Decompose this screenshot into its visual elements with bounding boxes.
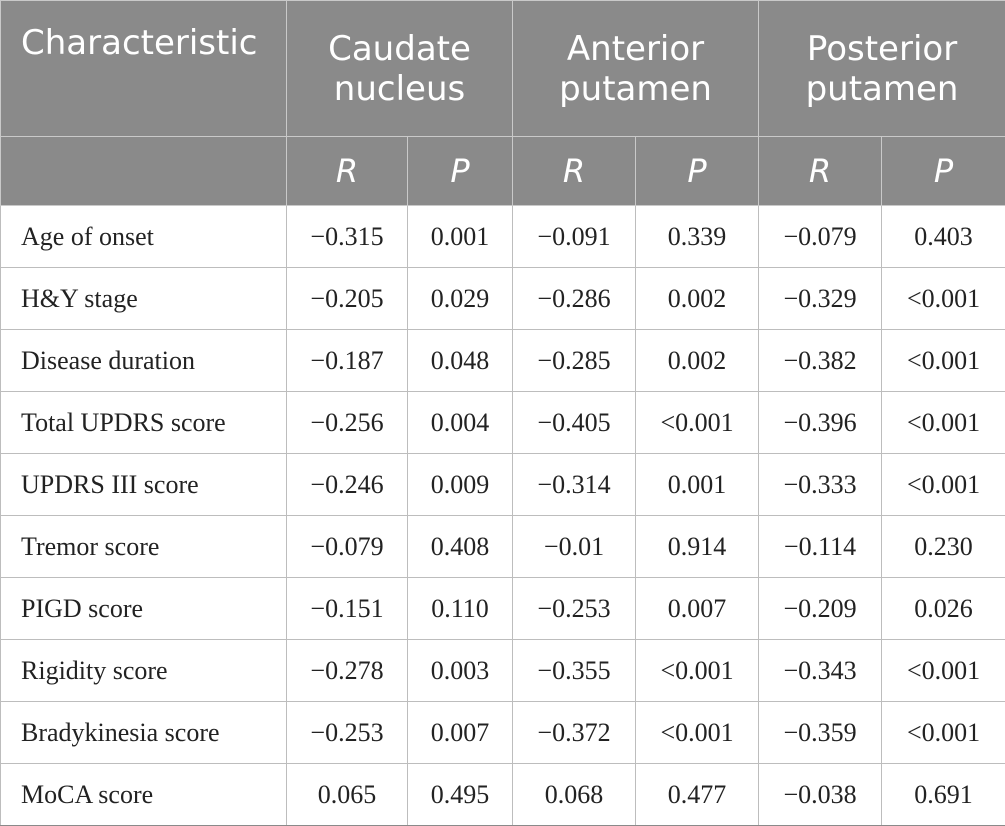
p-value-cell: 0.001 — [636, 454, 759, 516]
p-value-cell: 0.403 — [882, 206, 1005, 268]
p-value-cell: 0.029 — [408, 268, 513, 330]
table-row — [1, 392, 1005, 454]
header-row-groups — [1, 1, 1005, 137]
r-value-cell: −0.405 — [513, 392, 636, 454]
p-value-cell: 0.408 — [408, 516, 513, 578]
header-blank-cell — [1, 137, 287, 206]
r-value-cell: −0.256 — [287, 392, 408, 454]
header-group-line: putamen — [559, 69, 712, 109]
r-value-cell: −0.278 — [287, 640, 408, 702]
row-label: Tremor score — [1, 516, 287, 578]
p-value-cell: 0.026 — [882, 578, 1005, 640]
row-label: Total UPDRS score — [1, 392, 287, 454]
r-value-cell: −0.253 — [287, 702, 408, 764]
r-value-cell: 0.068 — [513, 764, 636, 826]
p-value-cell: 0.691 — [882, 764, 1005, 826]
r-value-cell: −0.382 — [759, 330, 882, 392]
r-value-cell: −0.253 — [513, 578, 636, 640]
p-value-cell: 0.048 — [408, 330, 513, 392]
table-row — [1, 206, 1005, 268]
header-p: P — [636, 137, 759, 206]
r-value-cell: −0.329 — [759, 268, 882, 330]
table-row — [1, 764, 1005, 826]
p-value-cell: 0.009 — [408, 454, 513, 516]
p-value-cell: <0.001 — [882, 702, 1005, 764]
p-value-cell: <0.001 — [636, 702, 759, 764]
header-group-posterior-putamen — [759, 1, 1005, 137]
r-value-cell: −0.246 — [287, 454, 408, 516]
r-value-cell: 0.065 — [287, 764, 408, 826]
p-value-cell: 0.495 — [408, 764, 513, 826]
table-row — [1, 330, 1005, 392]
p-value-cell: 0.001 — [408, 206, 513, 268]
r-value-cell: −0.359 — [759, 702, 882, 764]
header-characteristic: Characteristic — [1, 1, 287, 137]
r-value-cell: −0.315 — [287, 206, 408, 268]
row-label: Bradykinesia score — [1, 702, 287, 764]
row-label: H&Y stage — [1, 268, 287, 330]
row-label: Rigidity score — [1, 640, 287, 702]
p-value-cell: 0.004 — [408, 392, 513, 454]
r-value-cell: −0.396 — [759, 392, 882, 454]
header-group-line: Posterior — [807, 29, 957, 69]
header-p: P — [408, 137, 513, 206]
table-row — [1, 578, 1005, 640]
row-label: PIGD score — [1, 578, 287, 640]
p-value-cell: 0.003 — [408, 640, 513, 702]
table-row — [1, 702, 1005, 764]
r-value-cell: −0.209 — [759, 578, 882, 640]
header-p: P — [882, 137, 1005, 206]
row-label: Disease duration — [1, 330, 287, 392]
row-label: Age of onset — [1, 206, 287, 268]
r-value-cell: −0.079 — [759, 206, 882, 268]
r-value-cell: −0.314 — [513, 454, 636, 516]
header-row-stats — [1, 137, 1005, 206]
p-value-cell: <0.001 — [882, 392, 1005, 454]
p-value-cell: 0.110 — [408, 578, 513, 640]
p-value-cell: <0.001 — [882, 640, 1005, 702]
p-value-cell: 0.914 — [636, 516, 759, 578]
r-value-cell: −0.038 — [759, 764, 882, 826]
header-group-anterior-putamen — [513, 1, 759, 137]
p-value-cell: <0.001 — [882, 454, 1005, 516]
r-value-cell: −0.355 — [513, 640, 636, 702]
r-value-cell: −0.372 — [513, 702, 636, 764]
r-value-cell: −0.333 — [759, 454, 882, 516]
p-value-cell: <0.001 — [882, 268, 1005, 330]
row-label: MoCA score — [1, 764, 287, 826]
p-value-cell: 0.002 — [636, 268, 759, 330]
table-row — [1, 516, 1005, 578]
p-value-cell: 0.339 — [636, 206, 759, 268]
p-value-cell: 0.007 — [636, 578, 759, 640]
p-value-cell: 0.230 — [882, 516, 1005, 578]
r-value-cell: −0.343 — [759, 640, 882, 702]
p-value-cell: 0.002 — [636, 330, 759, 392]
r-value-cell: −0.151 — [287, 578, 408, 640]
header-group-caudate — [287, 1, 513, 137]
table-row — [1, 268, 1005, 330]
p-value-cell: 0.477 — [636, 764, 759, 826]
r-value-cell: −0.187 — [287, 330, 408, 392]
r-value-cell: −0.079 — [287, 516, 408, 578]
p-value-cell: 0.007 — [408, 702, 513, 764]
table-row — [1, 640, 1005, 702]
header-r: R — [513, 137, 636, 206]
r-value-cell: −0.114 — [759, 516, 882, 578]
table-header — [1, 1, 1005, 206]
table-row — [1, 454, 1005, 516]
header-group-line: Caudate — [328, 29, 471, 69]
header-group-line: putamen — [806, 69, 959, 109]
r-value-cell: −0.205 — [287, 268, 408, 330]
p-value-cell: <0.001 — [882, 330, 1005, 392]
p-value-cell: <0.001 — [636, 392, 759, 454]
r-value-cell: −0.01 — [513, 516, 636, 578]
r-value-cell: −0.286 — [513, 268, 636, 330]
header-r: R — [287, 137, 408, 206]
table-body — [1, 206, 1005, 826]
r-value-cell: −0.091 — [513, 206, 636, 268]
header-group-line: Anterior — [567, 29, 704, 69]
r-value-cell: −0.285 — [513, 330, 636, 392]
p-value-cell: <0.001 — [636, 640, 759, 702]
header-r: R — [759, 137, 882, 206]
header-group-line: nucleus — [334, 69, 465, 109]
row-label: UPDRS III score — [1, 454, 287, 516]
